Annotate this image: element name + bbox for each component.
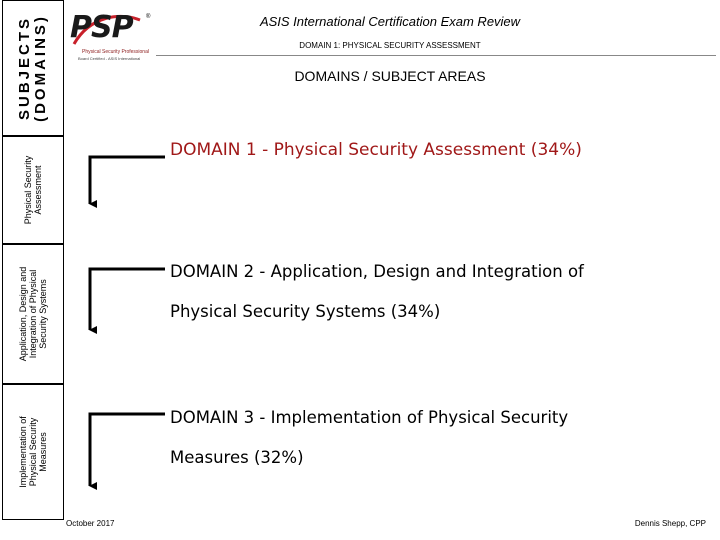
domain-3-text-line2: Measures (32%) <box>170 448 304 467</box>
logo-tagline: Physical Security Professional <box>82 49 149 55</box>
domain-1-tab-line: Physical Security <box>23 155 33 225</box>
slide-subject-heading: DOMAINS / SUBJECT AREAS <box>294 68 486 84</box>
domains-label: (DOMAINS) <box>32 14 49 122</box>
domain-2-tab-line: Application, Design and <box>18 266 28 362</box>
domain-3-tab-line: Physical Security <box>28 417 38 487</box>
footer-author: Dennis Shepp, CPP <box>634 519 706 528</box>
slide-header-domain: DOMAIN 1: PHYSICAL SECURITY ASSESSMENT <box>299 41 481 50</box>
psp-logo-text: PSP <box>70 10 133 45</box>
arrow-domain-2 <box>90 269 165 330</box>
subjects-label: SUBJECTS <box>16 15 33 121</box>
slide-header-title: ASIS International Certification Exam Review <box>259 14 521 29</box>
domain-3-tab-line: Implementation of <box>18 416 28 488</box>
domain-3-tab-line: Measures <box>38 432 48 472</box>
logo-tagline-secondary: Board Certified - ASIS International <box>78 56 141 61</box>
footer-date: October 2017 <box>66 519 115 528</box>
domain-3-text-line1: DOMAIN 3 - Implementation of Physical Security <box>170 408 569 427</box>
domain-2-text-line2: Physical Security Systems (34%) <box>170 302 441 321</box>
domain-2-tab-line: Security Systems <box>38 279 48 349</box>
arrow-domain-3 <box>90 414 165 486</box>
arrow-domain-1 <box>90 157 165 204</box>
domain-2-tab-line: Integration of Physical <box>28 269 38 359</box>
domain-1-tab-line: Assessment <box>33 165 43 215</box>
domain-2-item <box>170 252 700 332</box>
domain-2-text-line1: DOMAIN 2 - Application, Design and Integration of <box>170 262 584 281</box>
domain-1-text: DOMAIN 1 - Physical Security Assessment (34%) <box>170 140 582 160</box>
domain-3-item <box>170 398 700 478</box>
registered-mark: ® <box>146 14 151 20</box>
domain-1-item <box>170 140 582 160</box>
